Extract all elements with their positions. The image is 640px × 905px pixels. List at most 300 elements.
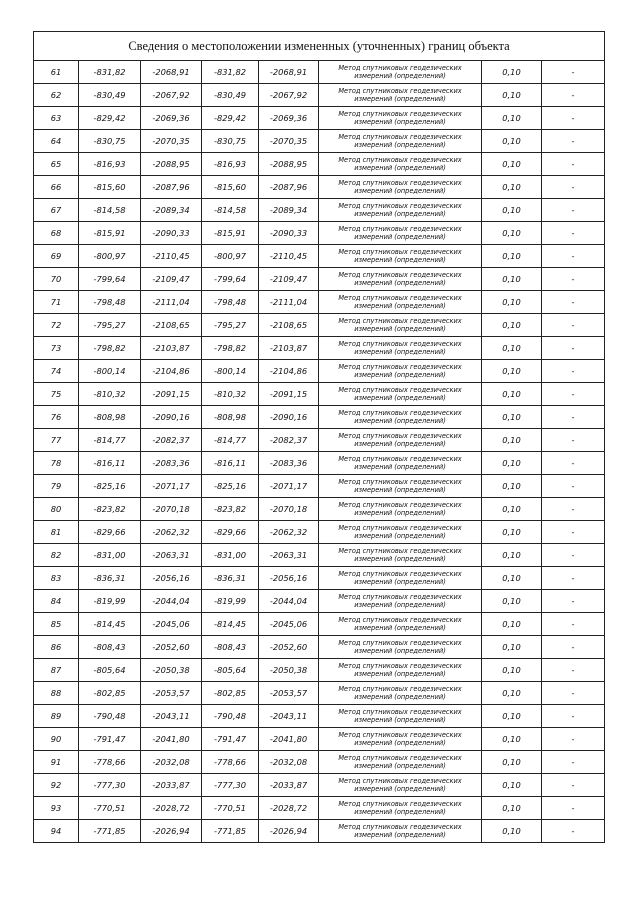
new-x-cell: -825,16 [202,475,259,498]
existing-x-cell: -802,85 [79,682,141,705]
point-number-cell: 89 [34,705,79,728]
method-line-2: измерений (определений) [354,164,446,172]
new-y-cell: -2088,95 [259,153,319,176]
new-x-cell: -830,75 [202,130,259,153]
method-cell [319,61,482,84]
method-cell [319,636,482,659]
existing-x-cell: -815,60 [79,176,141,199]
table-row [34,590,605,613]
new-y-cell: -2089,34 [259,199,319,222]
table-row [34,84,605,107]
new-y-cell: -2070,18 [259,498,319,521]
method-line-2: измерений (определений) [354,187,446,195]
existing-x-cell: -836,31 [79,567,141,590]
method-cell [319,498,482,521]
point-number-cell: 63 [34,107,79,130]
new-y-cell: -2091,15 [259,383,319,406]
new-y-cell: -2111,04 [259,291,319,314]
method-cell [319,820,482,843]
description-cell: - [542,360,605,383]
method-cell [319,176,482,199]
point-number-cell: 85 [34,613,79,636]
existing-x-cell: -816,11 [79,452,141,475]
method-line-1: Метод спутниковых геодезических [338,317,462,325]
new-x-cell: -819,99 [202,590,259,613]
existing-x-cell: -800,97 [79,245,141,268]
description-cell: - [542,107,605,130]
new-y-cell: -2033,87 [259,774,319,797]
method-line-2: измерений (определений) [354,348,446,356]
new-x-cell: -805,64 [202,659,259,682]
point-number-cell: 68 [34,222,79,245]
description-cell: - [542,544,605,567]
method-line-1: Метод спутниковых геодезических [338,823,462,831]
method-line-1: Метод спутниковых геодезических [338,179,462,187]
method-cell [319,107,482,130]
table-row [34,636,605,659]
new-x-cell: -823,82 [202,498,259,521]
description-cell: - [542,659,605,682]
new-y-cell: -2062,32 [259,521,319,544]
existing-y-cell: -2062,32 [141,521,202,544]
existing-y-cell: -2069,36 [141,107,202,130]
new-y-cell: -2083,36 [259,452,319,475]
point-number-cell: 81 [34,521,79,544]
accuracy-cell: 0,10 [482,84,542,107]
method-line-1: Метод спутниковых геодезических [338,133,462,141]
new-x-cell: -800,14 [202,360,259,383]
method-line-1: Метод спутниковых геодезических [338,386,462,394]
existing-y-cell: -2089,34 [141,199,202,222]
method-line-2: измерений (определений) [354,785,446,793]
point-number-cell: 67 [34,199,79,222]
method-cell [319,728,482,751]
table-row [34,751,605,774]
table-row [34,153,605,176]
method-line-2: измерений (определений) [354,463,446,471]
method-cell [319,268,482,291]
point-number-cell: 90 [34,728,79,751]
description-cell: - [542,245,605,268]
existing-y-cell: -2088,95 [141,153,202,176]
existing-y-cell: -2108,65 [141,314,202,337]
accuracy-cell: 0,10 [482,360,542,383]
method-cell [319,199,482,222]
accuracy-cell: 0,10 [482,222,542,245]
point-number-cell: 91 [34,751,79,774]
accuracy-cell: 0,10 [482,521,542,544]
existing-y-cell: -2063,31 [141,544,202,567]
new-x-cell: -770,51 [202,797,259,820]
description-cell: - [542,153,605,176]
accuracy-cell: 0,10 [482,406,542,429]
method-line-2: измерений (определений) [354,693,446,701]
existing-y-cell: -2026,94 [141,820,202,843]
method-line-1: Метод спутниковых геодезических [338,777,462,785]
new-x-cell: -771,85 [202,820,259,843]
table-row [34,314,605,337]
existing-y-cell: -2071,17 [141,475,202,498]
new-y-cell: -2071,17 [259,475,319,498]
method-line-1: Метод спутниковых геодезических [338,64,462,72]
existing-y-cell: -2033,87 [141,774,202,797]
accuracy-cell: 0,10 [482,774,542,797]
method-cell [319,84,482,107]
table-row [34,475,605,498]
existing-x-cell: -829,42 [79,107,141,130]
new-y-cell: -2052,60 [259,636,319,659]
table-row [34,498,605,521]
method-line-2: измерений (определений) [354,716,446,724]
point-number-cell: 83 [34,567,79,590]
existing-x-cell: -819,99 [79,590,141,613]
existing-x-cell: -799,64 [79,268,141,291]
accuracy-cell: 0,10 [482,636,542,659]
method-line-1: Метод спутниковых геодезических [338,202,462,210]
method-cell [319,406,482,429]
existing-x-cell: -830,49 [79,84,141,107]
method-cell [319,153,482,176]
existing-x-cell: -814,58 [79,199,141,222]
accuracy-cell: 0,10 [482,130,542,153]
table-row [34,797,605,820]
existing-y-cell: -2053,57 [141,682,202,705]
method-cell [319,567,482,590]
new-x-cell: -800,97 [202,245,259,268]
table-row [34,682,605,705]
new-y-cell: -2050,38 [259,659,319,682]
method-line-1: Метод спутниковых геодезических [338,156,462,164]
point-number-cell: 69 [34,245,79,268]
new-y-cell: -2067,92 [259,84,319,107]
method-cell [319,130,482,153]
new-x-cell: -810,32 [202,383,259,406]
accuracy-cell: 0,10 [482,728,542,751]
existing-x-cell: -778,66 [79,751,141,774]
method-line-1: Метод спутниковых геодезических [338,616,462,624]
table-row [34,544,605,567]
new-x-cell: -777,30 [202,774,259,797]
table-row [34,659,605,682]
method-cell [319,383,482,406]
table-row [34,705,605,728]
description-cell: - [542,84,605,107]
new-x-cell: -814,58 [202,199,259,222]
method-line-1: Метод спутниковых геодезических [338,87,462,95]
existing-y-cell: -2068,91 [141,61,202,84]
new-x-cell: -795,27 [202,314,259,337]
description-cell: - [542,199,605,222]
method-line-1: Метод спутниковых геодезических [338,225,462,233]
new-x-cell: -798,48 [202,291,259,314]
existing-y-cell: -2111,04 [141,291,202,314]
existing-x-cell: -814,45 [79,613,141,636]
new-x-cell: -815,60 [202,176,259,199]
new-x-cell: -791,47 [202,728,259,751]
existing-x-cell: -831,82 [79,61,141,84]
new-x-cell: -814,45 [202,613,259,636]
new-x-cell: -836,31 [202,567,259,590]
accuracy-cell: 0,10 [482,705,542,728]
method-line-1: Метод спутниковых геодезических [338,271,462,279]
table-row [34,728,605,751]
accuracy-cell: 0,10 [482,452,542,475]
table-row [34,383,605,406]
new-y-cell: -2109,47 [259,268,319,291]
existing-x-cell: -805,64 [79,659,141,682]
table-row [34,245,605,268]
table-row [34,130,605,153]
accuracy-cell: 0,10 [482,107,542,130]
method-cell [319,360,482,383]
description-cell: - [542,475,605,498]
accuracy-cell: 0,10 [482,61,542,84]
accuracy-cell: 0,10 [482,314,542,337]
method-line-2: измерений (определений) [354,279,446,287]
method-line-2: измерений (определений) [354,762,446,770]
existing-y-cell: -2110,45 [141,245,202,268]
existing-y-cell: -2052,60 [141,636,202,659]
method-cell [319,291,482,314]
existing-x-cell: -830,75 [79,130,141,153]
method-cell [319,613,482,636]
table-row [34,268,605,291]
description-cell: - [542,176,605,199]
method-cell [319,705,482,728]
method-line-1: Метод спутниковых геодезических [338,593,462,601]
method-line-1: Метод спутниковых геодезических [338,639,462,647]
existing-y-cell: -2083,36 [141,452,202,475]
accuracy-cell: 0,10 [482,567,542,590]
new-y-cell: -2103,87 [259,337,319,360]
point-number-cell: 77 [34,429,79,452]
point-number-cell: 78 [34,452,79,475]
new-y-cell: -2090,33 [259,222,319,245]
new-y-cell: -2041,80 [259,728,319,751]
accuracy-cell: 0,10 [482,498,542,521]
method-line-2: измерений (определений) [354,555,446,563]
point-number-cell: 75 [34,383,79,406]
description-cell: - [542,429,605,452]
existing-x-cell: -791,47 [79,728,141,751]
point-number-cell: 65 [34,153,79,176]
new-x-cell: -802,85 [202,682,259,705]
description-cell: - [542,751,605,774]
existing-x-cell: -825,16 [79,475,141,498]
new-x-cell: -815,91 [202,222,259,245]
method-line-1: Метод спутниковых геодезических [338,570,462,578]
table-row [34,337,605,360]
accuracy-cell: 0,10 [482,751,542,774]
accuracy-cell: 0,10 [482,429,542,452]
method-line-1: Метод спутниковых геодезических [338,524,462,532]
accuracy-cell: 0,10 [482,544,542,567]
accuracy-cell: 0,10 [482,245,542,268]
table-row [34,406,605,429]
method-line-1: Метод спутниковых геодезических [338,478,462,486]
new-x-cell: -831,00 [202,544,259,567]
existing-y-cell: -2091,15 [141,383,202,406]
existing-x-cell: -790,48 [79,705,141,728]
existing-x-cell: -816,93 [79,153,141,176]
existing-y-cell: -2056,16 [141,567,202,590]
boundary-coordinates-table [33,31,605,843]
description-cell: - [542,452,605,475]
method-line-2: измерений (определений) [354,95,446,103]
description-cell: - [542,222,605,245]
existing-x-cell: -815,91 [79,222,141,245]
method-line-1: Метод спутниковых геодезических [338,409,462,417]
existing-x-cell: -829,66 [79,521,141,544]
method-cell [319,337,482,360]
method-line-2: измерений (определений) [354,808,446,816]
point-number-cell: 93 [34,797,79,820]
accuracy-cell: 0,10 [482,475,542,498]
method-cell [319,682,482,705]
new-y-cell: -2070,35 [259,130,319,153]
accuracy-cell: 0,10 [482,199,542,222]
method-line-2: измерений (определений) [354,601,446,609]
new-y-cell: -2056,16 [259,567,319,590]
point-number-cell: 92 [34,774,79,797]
existing-x-cell: -800,14 [79,360,141,383]
existing-y-cell: -2070,35 [141,130,202,153]
description-cell: - [542,383,605,406]
method-cell [319,544,482,567]
new-x-cell: -790,48 [202,705,259,728]
method-line-1: Метод спутниковых геодезических [338,662,462,670]
existing-x-cell: -770,51 [79,797,141,820]
point-number-cell: 79 [34,475,79,498]
accuracy-cell: 0,10 [482,291,542,314]
existing-y-cell: -2067,92 [141,84,202,107]
existing-y-cell: -2109,47 [141,268,202,291]
existing-y-cell: -2090,33 [141,222,202,245]
point-number-cell: 86 [34,636,79,659]
description-cell: - [542,705,605,728]
existing-x-cell: -777,30 [79,774,141,797]
existing-y-cell: -2104,86 [141,360,202,383]
point-number-cell: 82 [34,544,79,567]
new-x-cell: -814,77 [202,429,259,452]
point-number-cell: 62 [34,84,79,107]
point-number-cell: 80 [34,498,79,521]
new-x-cell: -829,66 [202,521,259,544]
table-title: Сведения о местоположении измененных (уточненных) границ объекта [34,32,605,61]
method-line-2: измерений (определений) [354,118,446,126]
method-line-2: измерений (определений) [354,325,446,333]
accuracy-cell: 0,10 [482,659,542,682]
table-row [34,222,605,245]
table-row [34,360,605,383]
existing-x-cell: -814,77 [79,429,141,452]
description-cell: - [542,590,605,613]
accuracy-cell: 0,10 [482,176,542,199]
method-line-2: измерений (определений) [354,417,446,425]
method-line-1: Метод спутниковых геодезических [338,455,462,463]
existing-y-cell: -2043,11 [141,705,202,728]
table-row [34,521,605,544]
description-cell: - [542,613,605,636]
new-y-cell: -2068,91 [259,61,319,84]
existing-x-cell: -831,00 [79,544,141,567]
method-cell [319,659,482,682]
new-y-cell: -2104,86 [259,360,319,383]
method-line-1: Метод спутниковых геодезических [338,294,462,302]
point-number-cell: 87 [34,659,79,682]
existing-x-cell: -823,82 [79,498,141,521]
point-number-cell: 64 [34,130,79,153]
description-cell: - [542,314,605,337]
existing-y-cell: -2070,18 [141,498,202,521]
new-x-cell: -816,11 [202,452,259,475]
method-line-1: Метод спутниковых геодезических [338,363,462,371]
method-line-1: Метод спутниковых геодезических [338,731,462,739]
method-line-1: Метод спутниковых геодезических [338,708,462,716]
method-line-2: измерений (определений) [354,532,446,540]
existing-x-cell: -795,27 [79,314,141,337]
method-line-2: измерений (определений) [354,440,446,448]
point-number-cell: 71 [34,291,79,314]
method-cell [319,245,482,268]
existing-y-cell: -2045,06 [141,613,202,636]
description-cell: - [542,797,605,820]
new-y-cell: -2090,16 [259,406,319,429]
method-cell [319,590,482,613]
table-row [34,291,605,314]
method-line-2: измерений (определений) [354,739,446,747]
point-number-cell: 74 [34,360,79,383]
method-line-2: измерений (определений) [354,509,446,517]
method-cell [319,774,482,797]
new-x-cell: -831,82 [202,61,259,84]
method-line-1: Метод спутниковых геодезических [338,501,462,509]
table-row [34,613,605,636]
existing-y-cell: -2044,04 [141,590,202,613]
method-line-2: измерений (определений) [354,256,446,264]
existing-y-cell: -2032,08 [141,751,202,774]
description-cell: - [542,774,605,797]
method-line-2: измерений (определений) [354,486,446,494]
existing-x-cell: -810,32 [79,383,141,406]
new-x-cell: -830,49 [202,84,259,107]
method-line-1: Метод спутниковых геодезических [338,547,462,555]
point-number-cell: 84 [34,590,79,613]
method-cell [319,452,482,475]
accuracy-cell: 0,10 [482,383,542,406]
description-cell: - [542,820,605,843]
existing-y-cell: -2103,87 [141,337,202,360]
accuracy-cell: 0,10 [482,337,542,360]
point-number-cell: 66 [34,176,79,199]
existing-x-cell: -798,82 [79,337,141,360]
method-cell [319,751,482,774]
accuracy-cell: 0,10 [482,682,542,705]
new-x-cell: -799,64 [202,268,259,291]
method-cell [319,314,482,337]
method-line-1: Метод спутниковых геодезических [338,248,462,256]
new-y-cell: -2087,96 [259,176,319,199]
description-cell: - [542,130,605,153]
method-line-2: измерений (определений) [354,72,446,80]
point-number-cell: 94 [34,820,79,843]
new-y-cell: -2082,37 [259,429,319,452]
accuracy-cell: 0,10 [482,613,542,636]
method-cell [319,475,482,498]
table-row [34,567,605,590]
point-number-cell: 88 [34,682,79,705]
method-cell [319,797,482,820]
